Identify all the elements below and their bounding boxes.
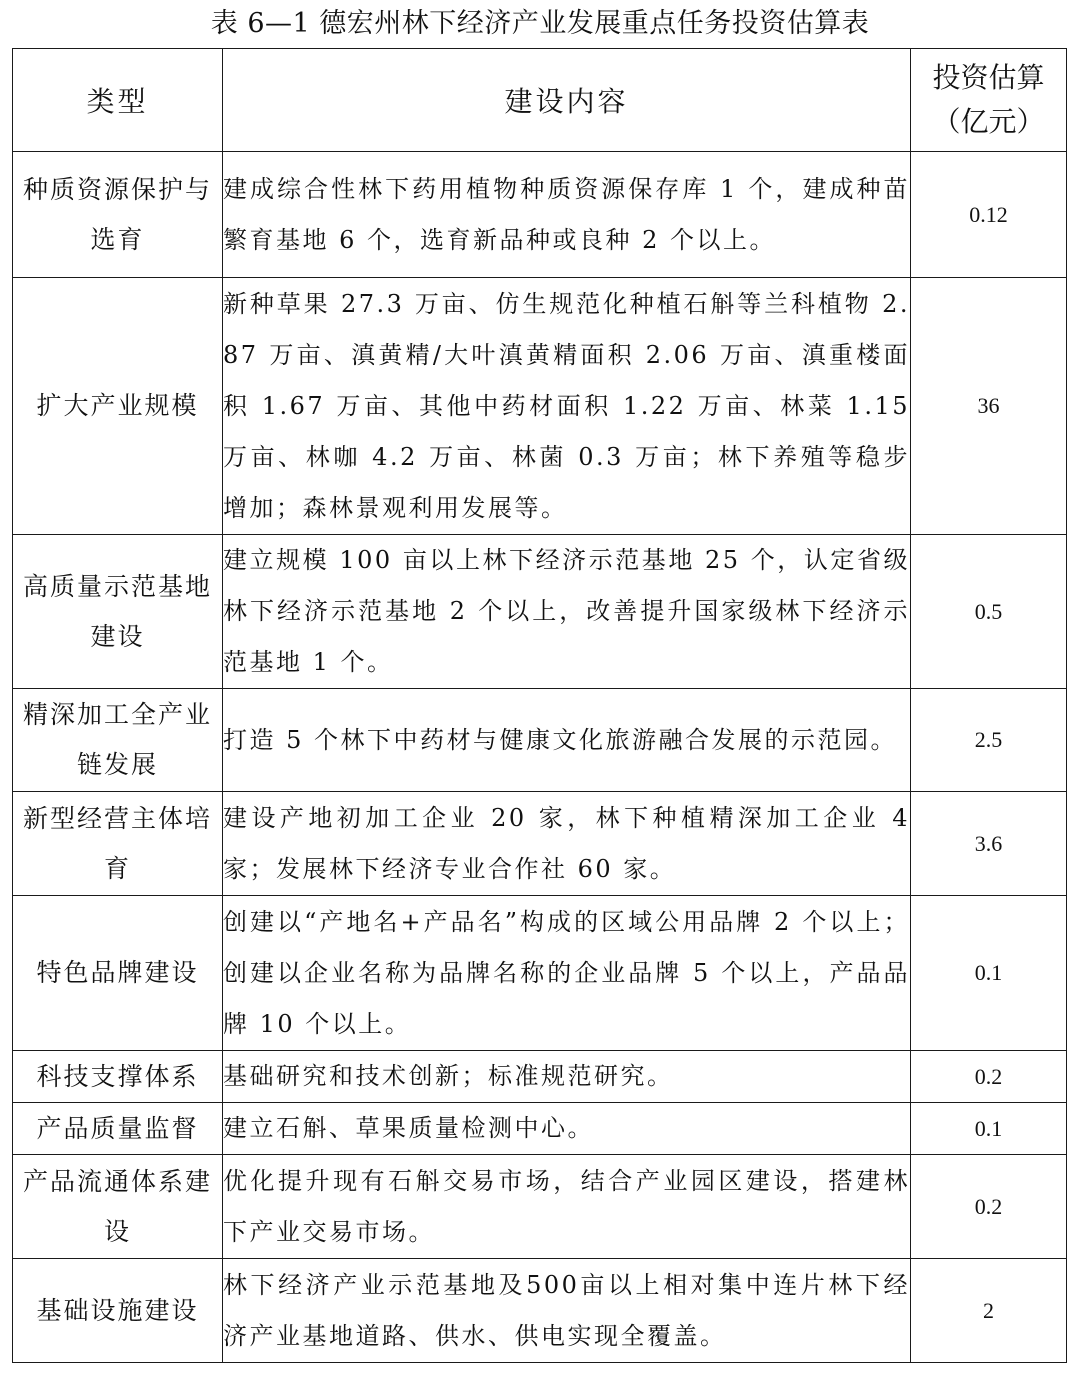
row-type: 科技支撑体系 [13,1051,223,1103]
table-title: 表 6—1 德宏州林下经济产业发展重点任务投资估算表 [210,8,870,39]
row-content: 建立规模 100 亩以上林下经济示范基地 25 个，认定省级林下经济示范基地 2 个以上，改善提升国家级林下经济示范基地 1 个。 [223,535,911,689]
row-type: 产品质量监督 [13,1103,223,1155]
row-investment: 36 [911,278,1067,535]
header-investment-line1: 投资估算 [932,61,1045,94]
row-content: 基础研究和技术创新；标准规范研究。 [223,1051,911,1103]
table-row [13,1259,1067,1363]
row-content: 创建以“产地名+产品名”构成的区域公用品牌 2 个以上；创建以企业名称为品牌名称的企业品牌 5 个以上，产品品牌 10 个以上。 [223,896,911,1051]
table-row [13,1103,1067,1155]
investment-table [12,48,1067,1363]
row-content: 优化提升现有石斛交易市场，结合产业园区建设，搭建林下产业交易市场。 [223,1155,911,1259]
table-row [13,152,1067,278]
row-content: 林下经济产业示范基地及500亩以上相对集中连片林下经济产业基地道路、供水、供电实现全覆盖。 [223,1259,911,1363]
table-row [13,278,1067,535]
row-investment: 0.1 [911,896,1067,1051]
row-content: 建立石斛、草果质量检测中心。 [223,1103,911,1155]
row-type: 高质量示范基地建设 [13,535,223,689]
table-row [13,535,1067,689]
table-row [13,689,1067,792]
row-investment: 0.1 [911,1103,1067,1155]
row-type: 扩大产业规模 [13,278,223,535]
table-row [13,1051,1067,1103]
row-investment: 0.2 [911,1155,1067,1259]
row-investment: 3.6 [911,792,1067,896]
row-content: 新种草果 27.3 万亩、仿生规范化种植石斛等兰科植物 2.87 万亩、滇黄精/大叶滇黄精面积 2.06 万亩、滇重楼面积 1.67 万亩、其他中药材面积 1.22 万亩、林菜 1.15 万亩、林咖 4.2 万亩、林菌 0.3 万亩；林下养殖等稳步增加；森林景观利用发展等。 [223,278,911,535]
row-content: 建设产地初加工企业 20 家，林下种植精深加工企业 4 家；发展林下经济专业合作社 60 家。 [223,792,911,896]
table-row [13,792,1067,896]
table-row [13,1155,1067,1259]
row-type: 基础设施建设 [13,1259,223,1363]
row-investment: 2.5 [911,689,1067,792]
row-content: 建成综合性林下药用植物种质资源保存库 1 个，建成种苗繁育基地 6 个，选育新品种或良种 2 个以上。 [223,152,911,278]
row-type: 产品流通体系建设 [13,1155,223,1259]
header-investment-line2: （亿元） [932,105,1045,138]
header-investment [911,49,1067,152]
table-row [13,896,1067,1051]
row-type: 新型经营主体培育 [13,792,223,896]
row-type: 精深加工全产业链发展 [13,689,223,792]
row-investment: 0.12 [911,152,1067,278]
row-type: 种质资源保护与选育 [13,152,223,278]
header-content: 建设内容 [223,49,911,152]
row-investment: 0.2 [911,1051,1067,1103]
header-type: 类型 [13,49,223,152]
row-investment: 2 [911,1259,1067,1363]
row-type: 特色品牌建设 [13,896,223,1051]
row-investment: 0.5 [911,535,1067,689]
table-header-row [13,49,1067,152]
row-content: 打造 5 个林下中药材与健康文化旅游融合发展的示范园。 [223,689,911,792]
